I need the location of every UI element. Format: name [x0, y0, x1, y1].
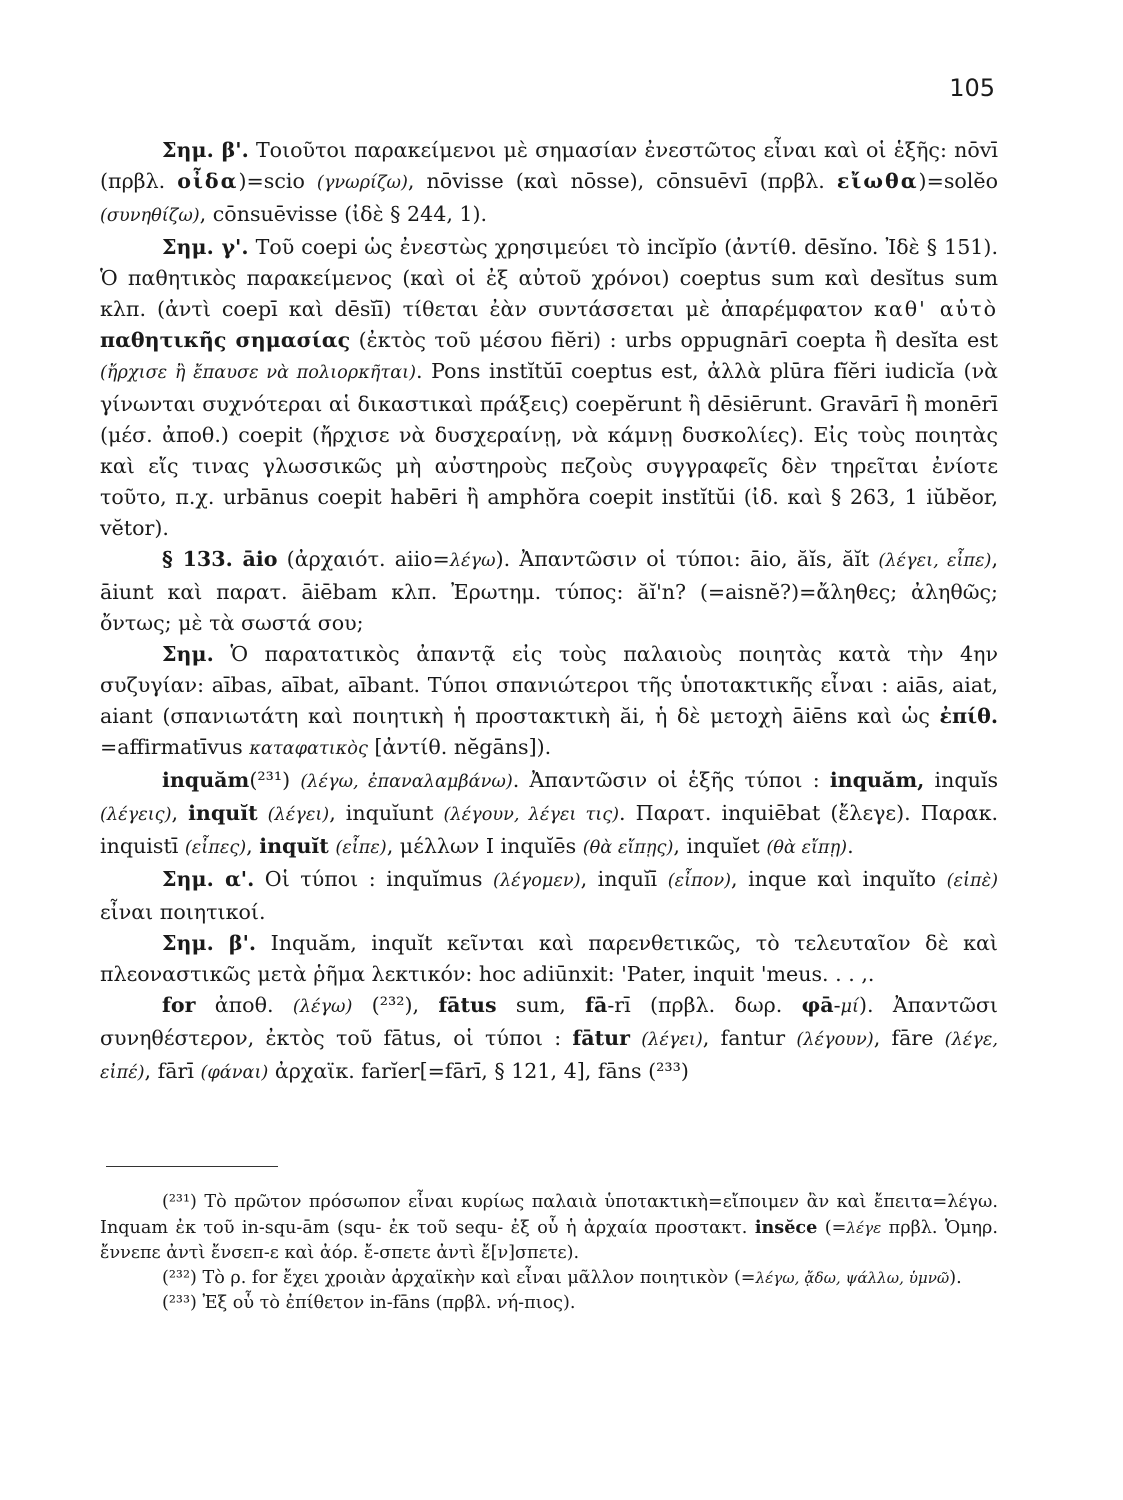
text-run: , cōnsuēvisse (ἰδὲ § 244, 1).: [199, 202, 488, 226]
text-run: (εἰπὲ): [946, 871, 998, 891]
paragraph: [100, 765, 998, 864]
text-run: λέγω: [449, 551, 496, 571]
text-run: Σημ. α'.: [162, 867, 255, 891]
text-run: καταφατικὸς: [249, 739, 368, 759]
text-run: Σημ. β'.: [162, 138, 249, 162]
text-run: [258, 801, 268, 825]
text-run: (εἶπε): [335, 838, 387, 858]
text-run: (²³³) Ἐξ οὗ τὸ ἐπίθετον in-fāns (πρβλ. νή-πιος).: [162, 1293, 576, 1313]
text-run: (λέγουν, λέγει τις): [443, 805, 620, 825]
text-run: οἶδα: [177, 169, 239, 193]
text-run: εἴωθα: [836, 169, 919, 193]
text-run: (ἀρχαιότ. aiio=: [277, 547, 450, 571]
text-run: (συνηθίζω): [100, 206, 200, 226]
text-run: sum,: [496, 993, 586, 1017]
footnote: [100, 1266, 998, 1291]
text-run: (λέγει, εἶπε): [878, 551, 992, 571]
text-run: inquĭt: [259, 834, 329, 858]
text-run: ,: [171, 801, 189, 825]
text-run: (γνωρίζω): [316, 173, 408, 193]
text-run: =affirmatīvus: [100, 735, 250, 759]
paragraph: [100, 639, 998, 765]
footnote: [100, 1291, 998, 1316]
text-run: ἀρχαϊκ. farĭer[=fārī, § 121, 4], fāns (²³³): [268, 1059, 689, 1083]
text-run: (²³¹) Τὸ πρῶτον πρόσωπον εἶναι κυρίως παλαιὰ ὑποτακτικὴ=εἴποιμεν ἂν καὶ ἔπειτα=λέγω. Inquam ἐκ τοῦ in-squ-ām (squ- ἐκ τοῦ sequ- ἐξ οὗ ἡ ἀρχαία προστακτ.: [100, 1192, 998, 1238]
text-run: fātur: [572, 1026, 630, 1050]
text-run: , fārī: [144, 1059, 201, 1083]
text-run: Σημ. β'.: [162, 931, 257, 955]
text-run: -rī (πρβλ. δωρ.: [607, 993, 802, 1017]
text-run: (²³²) Τὸ ρ. for ἔχει χροιὰν ἀρχαϊκὴν καὶ εἶναι μᾶλλον ποιητικὸν (=: [162, 1268, 756, 1288]
text-run: (θὰ εἴπῃ): [766, 838, 848, 858]
text-run: ).: [949, 1268, 962, 1288]
text-run: , nōvisse (καὶ nōsse), cōnsuēvī (πρβλ.: [407, 169, 837, 193]
text-run: πρβλ. Ὁμηρ. ἔννεπε ἀντὶ ἔνσεπ-ε καὶ ἀόρ. ἔ-σπετε ἀντὶ ἔ[ν]σπετε).: [100, 1218, 998, 1263]
text-run: (λέγει): [267, 805, 330, 825]
text-run: (λέγουν): [796, 1030, 874, 1050]
text-run: inquăm,: [829, 768, 925, 792]
text-run: ἀποθ.: [195, 993, 293, 1017]
main-text: [100, 135, 998, 1089]
text-run: [630, 1026, 641, 1050]
text-run: (λέγει): [641, 1030, 703, 1050]
text-run: (²³²),: [352, 993, 439, 1017]
paragraph: [100, 544, 998, 639]
text-run: fā: [585, 993, 608, 1017]
footnote: [100, 1190, 998, 1266]
text-run: Οἱ τύποι : inquĭmus: [254, 867, 494, 891]
paragraph: [100, 232, 998, 544]
text-run: )=solĕo: [918, 169, 998, 193]
text-run: insĕce: [754, 1217, 818, 1238]
text-run: (εἶπες): [184, 838, 247, 858]
text-run: for: [162, 993, 196, 1017]
text-run: (λέγομεν): [493, 871, 581, 891]
text-run: Τοιοῦτοι παρακείμενοι μὲ σημασίαν ἐνεστῶτος εἶναι καὶ οἱ ἑξῆς: nōvī (πρβλ.: [100, 138, 998, 193]
footnotes: [100, 1190, 998, 1316]
text-run: Σημ. γ'.: [162, 235, 249, 259]
text-run: , inque καὶ inquĭto: [731, 867, 947, 891]
text-run: ). Ἀπαντῶσι συνηθέστερον, ἐκτὸς τοῦ fātus, οἱ τύποι :: [100, 993, 998, 1050]
text-run: καθ' αὑτὸ: [873, 297, 998, 321]
paragraph: [100, 990, 998, 1089]
text-run: , inquĭet: [673, 834, 767, 858]
text-run: ἐπίθ.: [939, 704, 998, 728]
text-run: Inquăm, inquĭt κεῖνται καὶ παρενθετικῶς, τὸ τελευταῖον δὲ καὶ πλεοναστικῶς μετὰ ῥῆμα λεκτικόν: hoc adiūnxit: 'Pater, inquit 'meus. . . ,.: [100, 931, 998, 986]
text-run: ,: [246, 834, 260, 858]
text-run: Σημ.: [162, 642, 214, 666]
text-run: παθητικῆς σημασίας: [100, 328, 351, 352]
text-run: , fantur: [702, 1026, 797, 1050]
text-run: (λέγω): [292, 997, 353, 1017]
paragraph: [100, 928, 998, 990]
text-run: [ἀντίθ. nĕgāns]).: [367, 735, 552, 759]
text-run: . Pons instĭtŭī coeptus est, ἀλλὰ plūra fĭĕri iudicĭa (νὰ γίνωνται συχνότεραι αἱ δικαστικαὶ πράξεις) coepĕrunt ἢ dēsiērunt. Gravārī ἢ monērī (μέσ. ἀποθ.) coepit (ἤρχισε νὰ δυσχεραίνῃ, νὰ κάμνῃ δυσκολίες). Εἰς τοὺς ποιητὰς καὶ εἴς τινας γλωσσικῶς μὴ αὐστηροὺς πεζοὺς συγγραφεῖς δὲν τηρεῖται ἐνίοτε τοῦτο, π.χ. urbānus coepit habēri ἢ amphŏra coepit instĭtŭi (ἰδ. καὶ § 263, 1 iŭbĕor, vĕtor).: [100, 359, 998, 540]
text-run: , inquĭunt: [329, 801, 444, 825]
text-run: . Ἀπαντῶσιν οἱ ἑξῆς τύποι :: [512, 768, 830, 792]
text-run: Ὁ παρατατικὸς ἀπαντᾷ εἰς τοὺς παλαιοὺς ποιητὰς κατὰ τὴν 4ην συζυγίαν: aības, aībat, aībant. Τύποι σπανιώτεροι τῆς ὑποτακτικῆς εἶναι : aiās, aiat, aiant (σπανιωτάτη καὶ ποιητικὴ ἡ προστακτικὴ ăi, ἡ δὲ μετοχὴ āiēns καὶ ὡς: [100, 642, 998, 728]
text-run: (ἐκτὸς τοῦ μέσου fiĕri) : urbs oppugnārī coepta ἢ desĭta est: [350, 328, 998, 352]
paragraph: [100, 135, 998, 232]
text-run: inquĭs: [924, 768, 999, 792]
text-run: .: [847, 834, 854, 858]
text-run: )=scio: [238, 169, 317, 193]
footnote-divider: [106, 1166, 278, 1167]
text-run: λέγω, ᾄδω, ψάλλω, ὑμνῶ: [755, 1269, 950, 1287]
text-run: inquĭt: [188, 801, 258, 825]
text-run: εἶναι ποιητικοί.: [100, 900, 266, 924]
text-run: (=: [817, 1218, 847, 1238]
page-number: 105: [949, 74, 995, 102]
paragraph: [100, 864, 998, 928]
text-run: § 133. āio: [162, 547, 278, 571]
text-run: , fāre: [873, 1026, 945, 1050]
text-run: (φάναι): [200, 1063, 269, 1083]
text-run: inquăm: [162, 768, 250, 792]
text-run: (λέγεις): [100, 805, 172, 825]
text-run: , inquĭī: [580, 867, 668, 891]
text-run: , μέλλων I inquĭēs: [386, 834, 583, 858]
text-run: (εἶπον): [667, 871, 731, 891]
text-run: -: [833, 993, 841, 1017]
text-run: μί: [840, 997, 859, 1017]
text-run: (θὰ εἴπῃς): [582, 838, 674, 858]
text-run: . Παρατ. inquiēbat (ἔλεγε). Παρακ. inquistī: [100, 801, 999, 858]
text-run: , āiunt καὶ παρατ. āiēbam κλπ. Ἐρωτημ. τύπος: ăĭ'n? (=aisnĕ?)=ἄληθες; ἀληθῶς; ὄντως; μὲ τὰ σωστά σου;: [100, 547, 998, 635]
text-run: ). Ἀπαντῶσιν οἱ τύποι: āio, ăĭs, ăĭt: [495, 547, 879, 571]
text-run: φā: [801, 993, 834, 1017]
text-run: λέγε: [846, 1219, 882, 1237]
text-run: (ἤρχισε ἢ ἔπαυσε νὰ πολιορκῆται): [100, 363, 416, 383]
text-run: (²³¹): [249, 768, 301, 792]
text-run: (λέγε, εἰπέ): [100, 1030, 999, 1083]
text-run: fātus: [438, 993, 497, 1017]
text-run: (λέγω, ἐπαναλαμβάνω): [300, 772, 513, 792]
text-run: Τοῦ coepi ὡς ἐνεστὼς χρησιμεύει τὸ incĭpĭo (ἀντίθ. dēsĭno. Ἰδὲ § 151). Ὁ παθητικὸς παρακείμενος (καὶ οἱ ἐξ αὐτοῦ χρόνοι) coeptus sum καὶ desĭtus sum κλπ. (ἀντὶ coepī καὶ dēsĭī) τίθεται ἐὰν συντάσσεται μὲ ἀπαρέμφατον: [100, 235, 998, 321]
